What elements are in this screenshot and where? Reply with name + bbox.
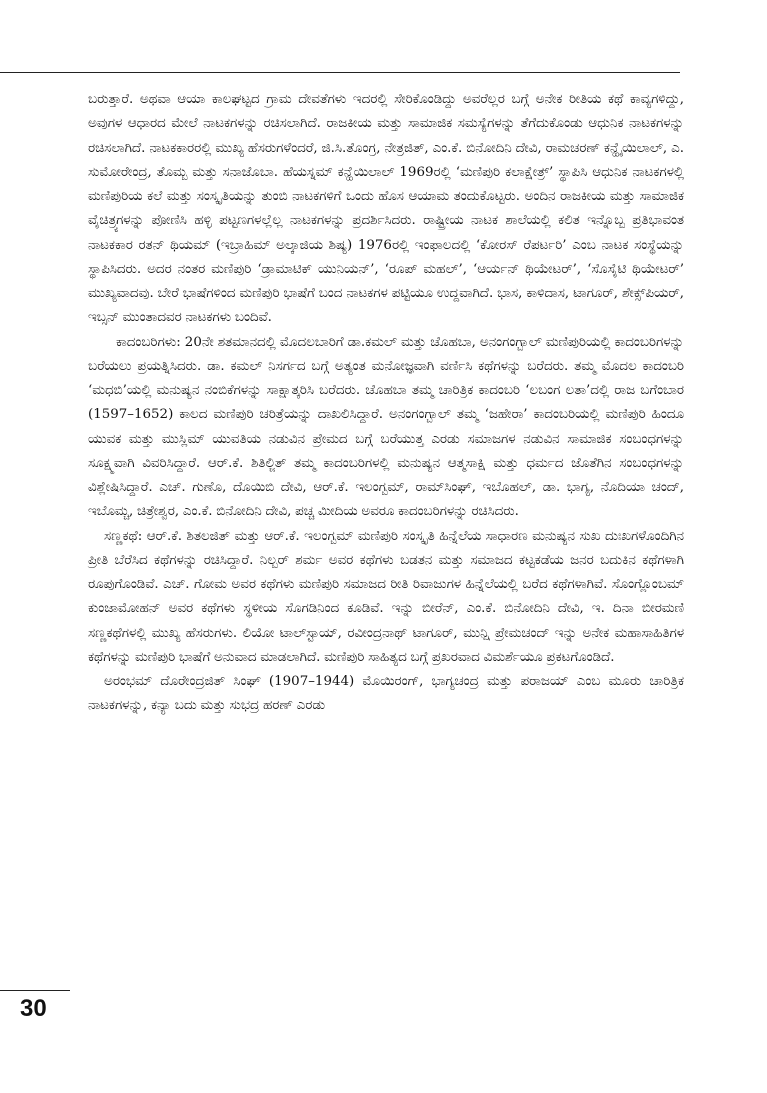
paragraph-historical-plays: ಅರಂಭಮ್ ದೊರೇಂದ್ರಜಿತ್ ಸಿಂಘ್ (1907–1944) ಮೊಯಿರಂಗ್, ಭಾಗ್ಯಚಂದ್ರ ಮತ್ತು ಪರಾಜಯ್ ಎಂಬ ಮೂರು ಚಾರಿತ್ರಿಕ ನಾಟಕಗಳನ್ನು, ಕನ್ಯಾ ಬದು ಮತ್ತು ಸುಭದ್ರ ಹರಣ್ ಎರಡು: [88, 674, 684, 714]
page-number: 30: [20, 995, 47, 1022]
paragraph-short-stories: ಸಣ್ಣಕಥೆ: ಆರ್.ಕೆ. ಶಿತಲಜಿತ್ ಮತ್ತು ಆರ್.ಕೆ. ಇಲಂಗ್ಬಮ್ ಮಣಿಪುರಿ ಸಂಸ್ಕೃತಿ ಹಿನ್ನೆಲೆಯ ಸಾಧಾರಣ ಮನುಷ್ಯನ ಸುಖ ದುಃಖಗಳೊಂದಿಗಿನ ಪ್ರೀತಿ ಬೆರೆಸಿದ ಕಥೆಗಳನ್ನು ರಚಿಸಿದ್ದಾರೆ. ನಿಲ್ಬರ್ ಶರ್ಮ ಅವರ ಕಥೆಗಳು ಬಡತನ ಮತ್ತು ಸಮಾಜದ ಕಟ್ಟಕಡೆಯ ಜನರ ಬದುಕಿನ ಕಥೆಗಳಾಗಿ ರೂಪುಗೊಂಡಿವೆ. ಎಚ್. ಗೋಮ ಅವರ ಕಥೆಗಳು ಮಣಿಪುರಿ ಸಮಾಜದ ರೀತಿ ರಿವಾಜುಗಳ ಹಿನ್ನೆಲೆಯಲ್ಲಿ ಬರೆದ ಕಥೆಗಳಾಗಿವೆ. ಸೊಂಗ್ಲೊಂಬಮ್ ಕುಂಜಾಮೋಹನ್ ಅವರ ಕಥೆಗಳು ಸ್ಥಳೀಯ ಸೊಗಡಿನಿಂದ ಕೂಡಿವೆ. ಇನ್ನು ಬೀರೆನ್, ಎಂ.ಕೆ. ಬಿನೋದಿನಿ ದೇವಿ, ಇ. ದಿನಾ ಬೀರಮಣಿ ಸಣ್ಣಕಥೆಗಳಲ್ಲಿ ಮುಖ್ಯ ಹೆಸರುಗಳು. ಲಿಯೋ ಟಾಲ್‌ಸ್ಟಾಯ್, ರವೀಂದ್ರನಾಥ್ ಟಾಗೂರ್, ಮುನ್ಷಿ ಪ್ರೇಮಚಂದ್ ಇನ್ನು ಅನೇಕ ಮಹಾಸಾಹಿತಿಗಳ ಕಥೆಗಳನ್ನು ಮಣಿಪುರಿ ಭಾಷೆಗೆ ಅನುವಾದ ಮಾಡಲಾಗಿದೆ. ಮಣಿಪುರಿ ಸಾಹಿತ್ಯದ ಬಗ್ಗೆ ಪ್ರಖರವಾದ ವಿಮರ್ಶೆಯೂ ಪ್ರಕಟಗೊಂಡಿದೆ.: [88, 528, 684, 665]
paragraph-novels: ಕಾದಂಬರಿಗಳು: 20ನೇ ಶತಮಾನದಲ್ಲಿ ಮೊದಲಬಾರಿಗೆ ಡಾ.ಕಮಲ್ ಮತ್ತು ಚೊಹಬಾ, ಅನಂಗಂಗ್ಬಾಲ್ ಮಣಿಪುರಿಯಲ್ಲಿ ಕಾದಂಬರಿಗಳನ್ನು ಬರೆಯಲು ಪ್ರಯತ್ನಿಸಿದರು. ಡಾ. ಕಮಲ್ ನಿಸರ್ಗದ ಬಗ್ಗೆ ಅತ್ಯಂತ ಮನೋಜ್ಞವಾಗಿ ವರ್ಣಿಸಿ ಕಥೆಗಳನ್ನು ಬರೆದರು. ತಮ್ಮ ಮೊದಲ ಕಾದಂಬರಿ ‘ಮಧಬಿ’ಯಲ್ಲಿ ಮನುಷ್ಯನ ನಂಬಿಕೆಗಳನ್ನು ಸಾಕ್ಷಾತ್ಕರಿಸಿ ಬರೆದರು. ಚೊಹಬಾ ತಮ್ಮ ಚಾರಿತ್ರಿಕ ಕಾದಂಬರಿ ‘ಲಬಂಗ ಲತಾ’ದಲ್ಲಿ ರಾಜ ಬಗೆಂಬಾರ (1597–1652) ಕಾಲದ ಮಣಿಪುರಿ ಚರಿತ್ರೆಯನ್ನು ದಾಖಲಿಸಿದ್ದಾರೆ. ಅನಂಗಂಗ್ಬಾಲ್ ತಮ್ಮ ‘ಜಹೇರಾ’ ಕಾದಂಬರಿಯಲ್ಲಿ ಮಣಿಪುರಿ ಹಿಂದೂ ಯುವಕ ಮತ್ತು ಮುಸ್ಲಿಮ್ ಯುವತಿಯ ನಡುವಿನ ಪ್ರೇಮದ ಬಗ್ಗೆ ಬರೆಯುತ್ತ ಎರಡು ಸಮಾಜಗಳ ನಡುವಿನ ಸಾಮಾಜಿಕ ಸಂಬಂಧಗಳನ್ನು ಸೂಕ್ಷ್ಮವಾಗಿ ವಿವರಿಸಿದ್ದಾರೆ. ಆರ್.ಕೆ. ಶಿತಿಲ್ಜಿತ್ ತಮ್ಮ ಕಾದಂಬರಿಗಳಲ್ಲಿ ಮನುಷ್ಯನ ಆತ್ಮಸಾಕ್ಷಿ ಮತ್ತು ಧರ್ಮದ ಜೊತೆಗಿನ ಸಂಬಂಧಗಳನ್ನು ವಿಶ್ಲೇಷಿಸಿದ್ದಾರೆ. ಎಚ್. ಗುಣೊ, ದೊಯಿಬಿ ದೇವಿ, ಆರ್.ಕೆ. ಇಲಂಗ್ಬಮ್, ರಾಮ್‌ಸಿಂಘ್, ಇಬೊಹಲ್, ಡಾ. ಭಾಗ್ಯ, ನೊದಿಯಾ ಚಂದ್, ಇಬೊಮ್ಚ, ಚಿತ್ರೇಶ್ವರ, ಎಂ.ಕೆ. ಬಿನೋದಿನಿ ದೇವಿ, ಪಚ್ಚ ಮೀದಿಯ ಅವರೂ ಕಾದಂಬರಿಗಳನ್ನು ರಚಿಸಿದರು.: [88, 334, 684, 520]
paragraph-drama: ಬರುತ್ತಾರೆ. ಅಥವಾ ಆಯಾ ಕಾಲಘಟ್ಟದ ಗ್ರಾಮ ದೇವತೆಗಳು ಇದರಲ್ಲಿ ಸೇರಿಕೊಂಡಿದ್ದು ಅವರೆಲ್ಲರ ಬಗ್ಗೆ ಅನೇಕ ರೀತಿಯ ಕಥೆ ಕಾವ್ಯಗಳಿದ್ದು, ಅವುಗಳ ಆಧಾರದ ಮೇಲೆ ನಾಟಕಗಳನ್ನು ರಚಿಸಲಾಗಿದೆ. ರಾಜಕೀಯ ಮತ್ತು ಸಾಮಾಜಿಕ ಸಮಸ್ಯೆಗಳನ್ನು ತೆಗೆದುಕೊಂಡು ಆಧುನಿಕ ನಾಟಕಗಳನ್ನು ರಚಿಸಲಾಗಿದೆ. ನಾಟಕಕಾರರಲ್ಲಿ ಮುಖ್ಯ ಹೆಸರುಗಳೆಂದರೆ, ಜಿ.ಸಿ.ತೊಂಗ್ರ, ನೇತ್ರಜಿತ್, ಎಂ.ಕೆ. ಬಿನೋದಿನಿ ದೇವಿ, ರಾಮಚರಣ್ ಕನ್ಹೈಯಿಲಾಲ್, ಎ. ಸುಮೋರೇಂದ್ರ, ತೊಮ್ಬ ಮತ್ತು ಸನಾಜೊಬಾ. ಹೆಯಸ್ನಮ್ ಕನ್ಹೆಯಿಲಾಲ್ 1969ರಲ್ಲಿ ‘ಮಣಿಪುರಿ ಕಲಾಕ್ಷೇತ್ರ್’ ಸ್ಥಾಪಿಸಿ ಆಧುನಿಕ ನಾಟಕಗಳಲ್ಲಿ ಮಣಿಪುರಿಯ ಕಲೆ ಮತ್ತು ಸಂಸ್ಕೃತಿಯನ್ನು ತುಂಬಿ ನಾಟಕಗಳಿಗೆ ಒಂದು ಹೊಸ ಆಯಾಮ ತಂದುಕೊಟ್ಟರು. ಅಂದಿನ ರಾಜಕೀಯ ಮತ್ತು ಸಾಮಾಜಿಕ ವೈಚಿತ್ರ್ಯಗಳನ್ನು ಪೋಣಿಸಿ ಹಳ್ಳಿ ಪಟ್ಟಣಗಳಲ್ಲೆಲ್ಲ ನಾಟಕಗಳನ್ನು ಪ್ರದರ್ಶಿಸಿದರು. ರಾಷ್ಟ್ರೀಯ ನಾಟಕ ಶಾಲೆಯಲ್ಲಿ ಕಲಿತ ಇನ್ನೊಬ್ಬ ಪ್ರತಿಭಾವಂತ ನಾಟಕಕಾರ ರತನ್ ಥಿಯಮ್ (ಇಬ್ರಾಹಿಮ್ ಅಲ್ಕಾಜಿಯ ಶಿಷ್ಯ) 1976ರಲ್ಲಿ ಇಂಫಾಲದಲ್ಲಿ ‘ಕೋರಸ್ ರೆಪರ್ಟರಿ’ ಎಂಬ ನಾಟಕ ಸಂಸ್ಥೆಯನ್ನು ಸ್ಥಾಪಿಸಿದರು. ಅದರ ನಂತರ ಮಣಿಪುರಿ ‘ಡ್ರಾಮಾಟಿಕ್ ಯುನಿಯನ್’, ‘ರೂಪ್ ಮಹಲ್’, ‘ಆರ್ಯನ್ ಥಿಯೇಟರ್’, ‘ಸೊಸೈಟಿ ಥಿಯೇಟರ್’ ಮುಖ್ಯವಾದವು. ಬೇರೆ ಭಾಷೆಗಳಿಂದ ಮಣಿಪುರಿ ಭಾಷೆಗೆ ಬಂದ ನಾಟಕಗಳ ಪಟ್ಟಿಯೂ ಉದ್ದವಾಗಿದೆ. ಭಾಸ, ಕಾಳಿದಾಸ, ಟಾಗೂರ್, ಶೇಕ್ಸ್‌ಪಿಯರ್, ಇಬ್ಸನ್ ಮುಂತಾದವರ ನಾಟಕಗಳು ಬಂದಿವೆ.: [88, 92, 684, 326]
header-rule: [0, 72, 680, 73]
footer-rule: [0, 990, 70, 991]
page-body: [88, 88, 684, 1018]
